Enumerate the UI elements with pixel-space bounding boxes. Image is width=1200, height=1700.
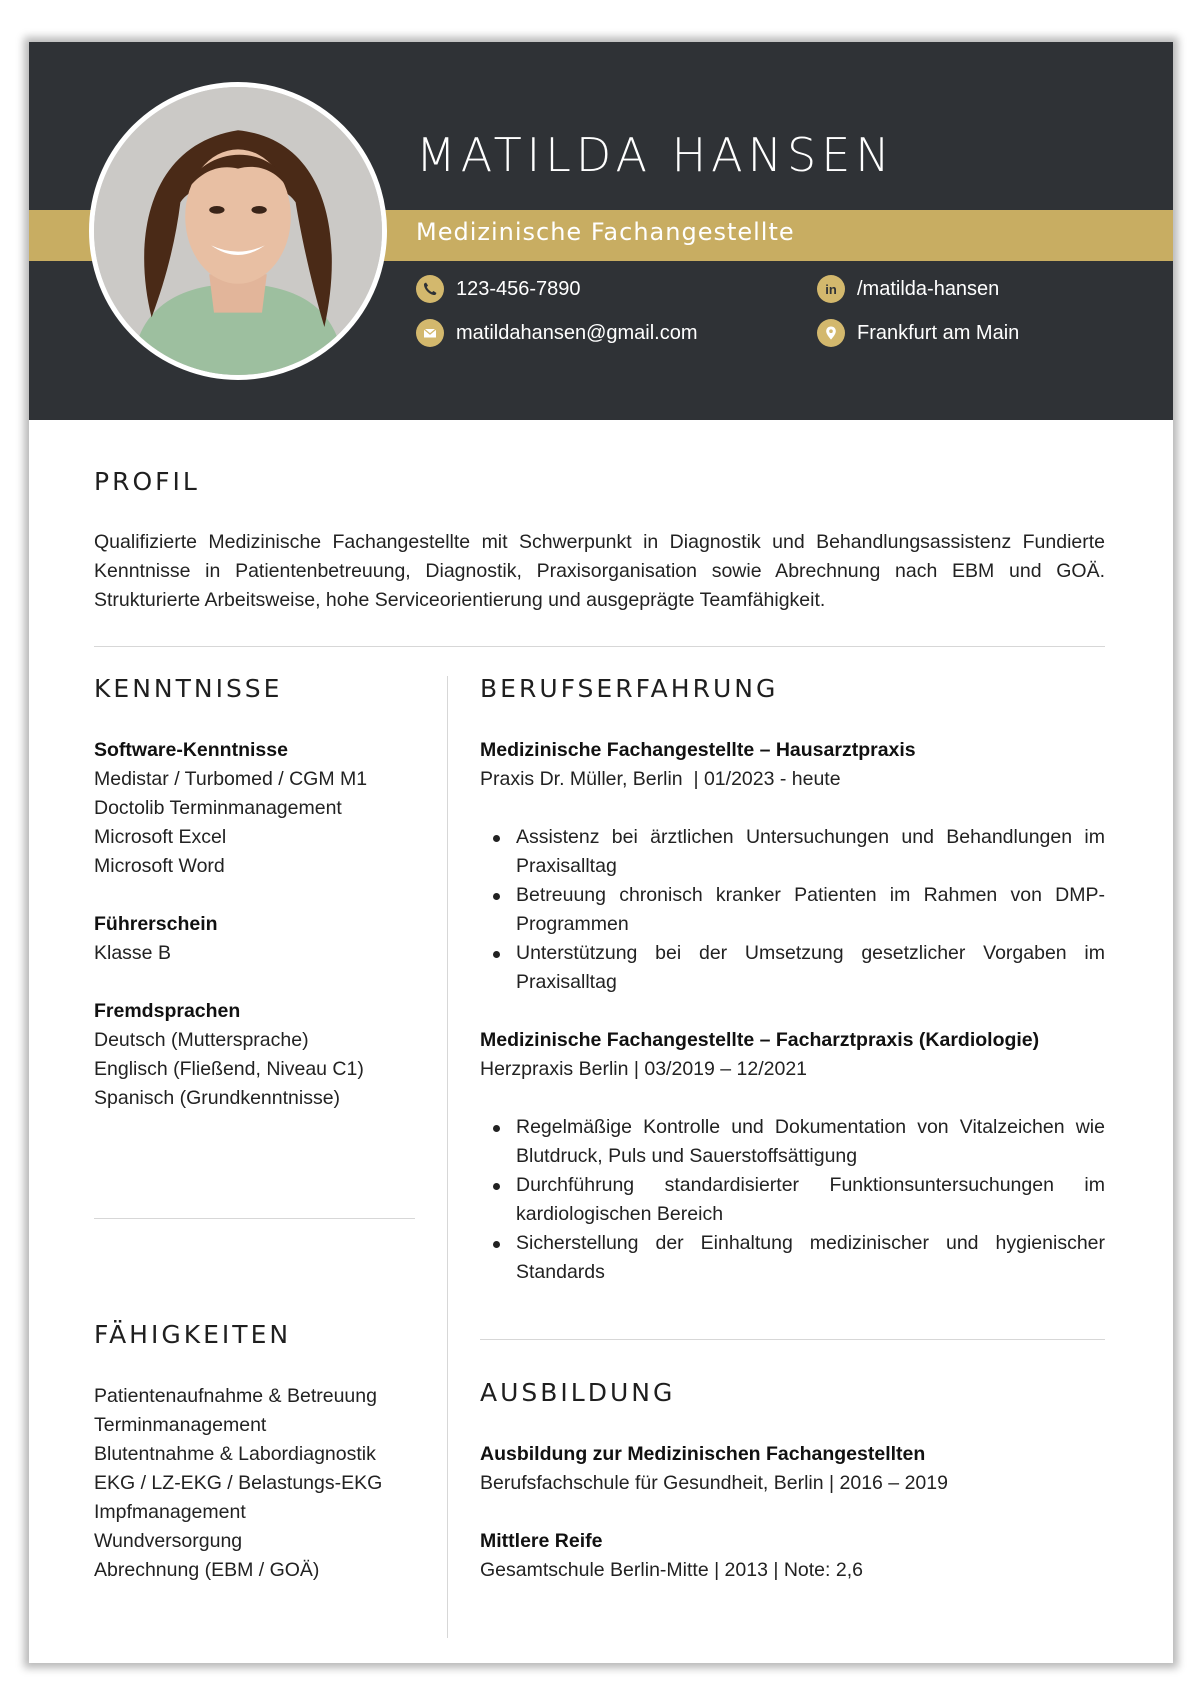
job-entry	[480, 736, 1105, 997]
map-pin-icon	[817, 319, 845, 347]
profil-heading: PROFIL	[94, 467, 200, 496]
list-item: Klasse B	[94, 942, 171, 964]
list-item: Deutsch (Muttersprache)	[94, 1029, 309, 1051]
list-item: Blutentnahme & Labordiagnostik	[94, 1443, 376, 1465]
education-detail: Berufsfachschule für Gesundheit, Berlin | 2016 – 2019	[480, 1472, 948, 1494]
divider	[94, 646, 1105, 647]
phone-icon	[416, 275, 444, 303]
education-detail: Gesamtschule Berlin-Mitte | 2013 | Note: 2,6	[480, 1559, 863, 1581]
skill-group-heading: Software-Kenntnisse	[94, 739, 288, 761]
faehigkeiten-heading: FÄHIGKEITEN	[94, 1320, 292, 1349]
list-item: Abrechnung (EBM / GOÄ)	[94, 1559, 320, 1581]
job-role: Medizinische Fachangestellte – Hausarztpraxis	[480, 739, 916, 761]
list-item: Terminmanagement	[94, 1414, 267, 1436]
list-item: Unterstützung bei der Umsetzung gesetzlicher Vorgaben im Praxisalltag	[480, 939, 1105, 997]
contact-linkedin	[817, 275, 999, 303]
kenntnisse-list	[94, 736, 424, 1113]
kenntnisse-heading: KENNTNISSE	[94, 674, 283, 703]
column-divider	[447, 676, 448, 1638]
resume-sheet	[29, 42, 1173, 1663]
education-degree: Mittlere Reife	[480, 1530, 603, 1552]
phone-number: 123-456-7890	[456, 277, 581, 300]
email-address[interactable]: matildahansen@gmail.com	[456, 321, 698, 344]
list-item: Regelmäßige Kontrolle und Dokumentation von Vitalzeichen wie Blutdruck, Puls und Sauerstoffsättigung	[480, 1113, 1105, 1171]
list-item: Englisch (Fließend, Niveau C1)	[94, 1058, 364, 1080]
list-item: Durchführung standardisierter Funktionsuntersuchungen im kardiologischen Bereich	[480, 1171, 1105, 1229]
list-item: Spanisch (Grundkenntnisse)	[94, 1087, 341, 1109]
faehigkeiten-list	[94, 1382, 424, 1585]
profile-photo	[89, 82, 387, 380]
education-degree: Ausbildung zur Medizinischen Fachangestellten	[480, 1443, 926, 1465]
location-text: Frankfurt am Main	[857, 321, 1020, 344]
job-place: Praxis Dr. Müller, Berlin | 01/2023 - heute	[480, 768, 841, 790]
list-item: Doctolib Terminmanagement	[94, 797, 342, 819]
list-item: Sicherstellung der Einhaltung medizinischer und hygienischer Standards	[480, 1229, 1105, 1287]
header-band	[29, 42, 1173, 420]
list-item: Microsoft Excel	[94, 826, 227, 848]
contact-location	[817, 319, 1019, 347]
list-item: Medistar / Turbomed / CGM M1	[94, 768, 368, 790]
job-title: Medizinische Fachangestellte	[416, 218, 795, 246]
divider	[94, 1218, 415, 1219]
list-item: Betreuung chronisch kranker Patienten im Rahmen von DMP-Programmen	[480, 881, 1105, 939]
profil-text: Qualifizierte Medizinische Fachangestellte mit Schwerpunkt in Diagnostik und Behandlungsassistenz Fundierte Kenntnisse in Patientenbetreuung, Diagnostik, Praxisorganisation sowie Abrechnung nach EBM und GOÄ. Strukturierte Arbeitsweise, hohe Serviceorientierung und ausgeprägte Teamfähigkeit.	[94, 531, 1105, 611]
list-item: EKG / LZ-EKG / Belastungs-EKG	[94, 1472, 383, 1494]
contact-email	[416, 319, 698, 347]
berufserfahrung-heading: BERUFSERFAHRUNG	[480, 674, 779, 703]
education-list	[480, 1440, 1105, 1585]
job-place: Herzpraxis Berlin | 03/2019 – 12/2021	[480, 1058, 808, 1080]
candidate-name: MATILDA HANSEN	[416, 128, 895, 182]
skill-group-heading: Führerschein	[94, 913, 218, 935]
list-item: Patientenaufnahme & Betreuung	[94, 1385, 377, 1407]
job-entry	[480, 1026, 1105, 1287]
job-role: Medizinische Fachangestellte – Facharztpraxis (Kardiologie)	[480, 1029, 1040, 1051]
contact-phone	[416, 275, 581, 303]
list-item: Microsoft Word	[94, 855, 225, 877]
skill-group-heading: Fremdsprachen	[94, 1000, 241, 1022]
list-item: Impfmanagement	[94, 1501, 246, 1523]
divider	[480, 1339, 1105, 1340]
job-bullets	[480, 1113, 1105, 1287]
linkedin-icon: in	[817, 275, 845, 303]
list-item: Assistenz bei ärztlichen Untersuchungen und Behandlungen im Praxisalltag	[480, 823, 1105, 881]
envelope-icon	[416, 319, 444, 347]
list-item: Wundversorgung	[94, 1530, 243, 1552]
ausbildung-heading: AUSBILDUNG	[480, 1378, 676, 1407]
job-bullets	[480, 823, 1105, 997]
linkedin-handle[interactable]: /matilda-hansen	[857, 277, 1000, 300]
